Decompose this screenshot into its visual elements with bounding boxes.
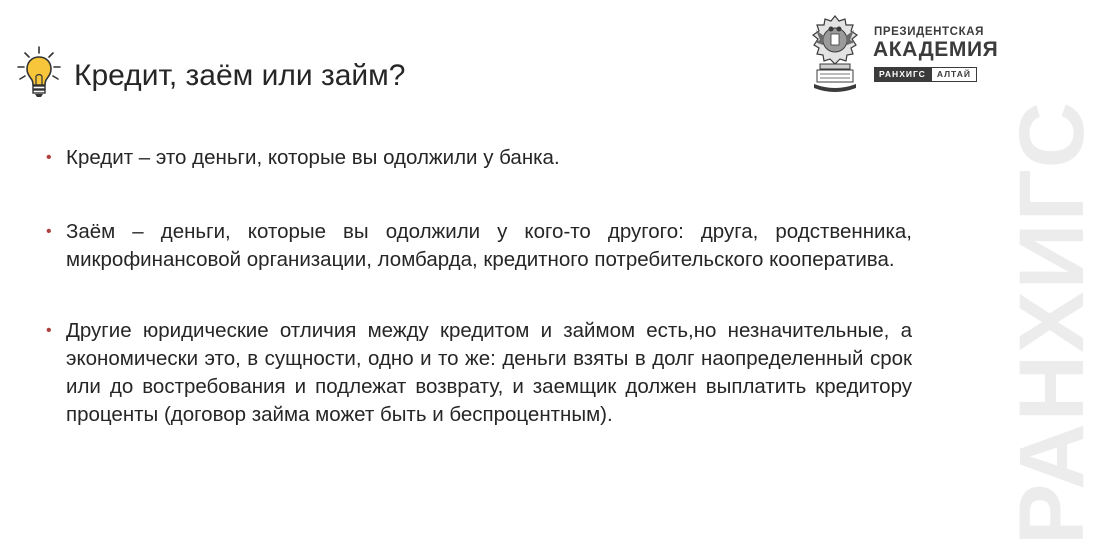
eagle-emblem-icon [806, 14, 864, 94]
lightbulb-icon [14, 45, 64, 99]
bullet-text: Заём – деньги, которые вы одолжили у кого-то другого: друга, родственника, микрофинансовой организации, ломбарда, кредитного потребительского кооператива. [66, 220, 912, 271]
list-item [46, 218, 912, 274]
academy-logo [806, 14, 1006, 96]
watermark: РАНХИГС [1001, 99, 1103, 545]
logo-bar-ranepa: РАНХИГС [874, 67, 931, 82]
bullet-dot-icon: • [46, 322, 52, 339]
slide-title: Кредит, заём или займ? [74, 59, 406, 92]
bullet-dot-icon: • [46, 223, 52, 240]
logo-line-president: ПРЕЗИДЕНТСКАЯ [874, 26, 984, 38]
bullet-text: Кредит – это деньги, которые вы одолжили у банка. [66, 146, 560, 169]
bullet-dot-icon: • [46, 149, 52, 166]
bullet-text: Другие юридические отличия между кредитом и займом есть,но незначительные, а экономически это, в сущности, одно и то же: деньги взяты в долг наопределенный срок или до востребования и подлежат возврату, и заемщик должен выплатить кредитору проценты (договор займа может быть и беспроцентным). [66, 319, 912, 426]
list-item [46, 317, 912, 429]
list-item [46, 144, 912, 172]
logo-bar-altai: АЛТАЙ [931, 67, 977, 82]
logo-line-academy: АКАДЕМИЯ [873, 38, 999, 61]
logo-bar [874, 67, 977, 82]
bullet-list [46, 144, 912, 429]
